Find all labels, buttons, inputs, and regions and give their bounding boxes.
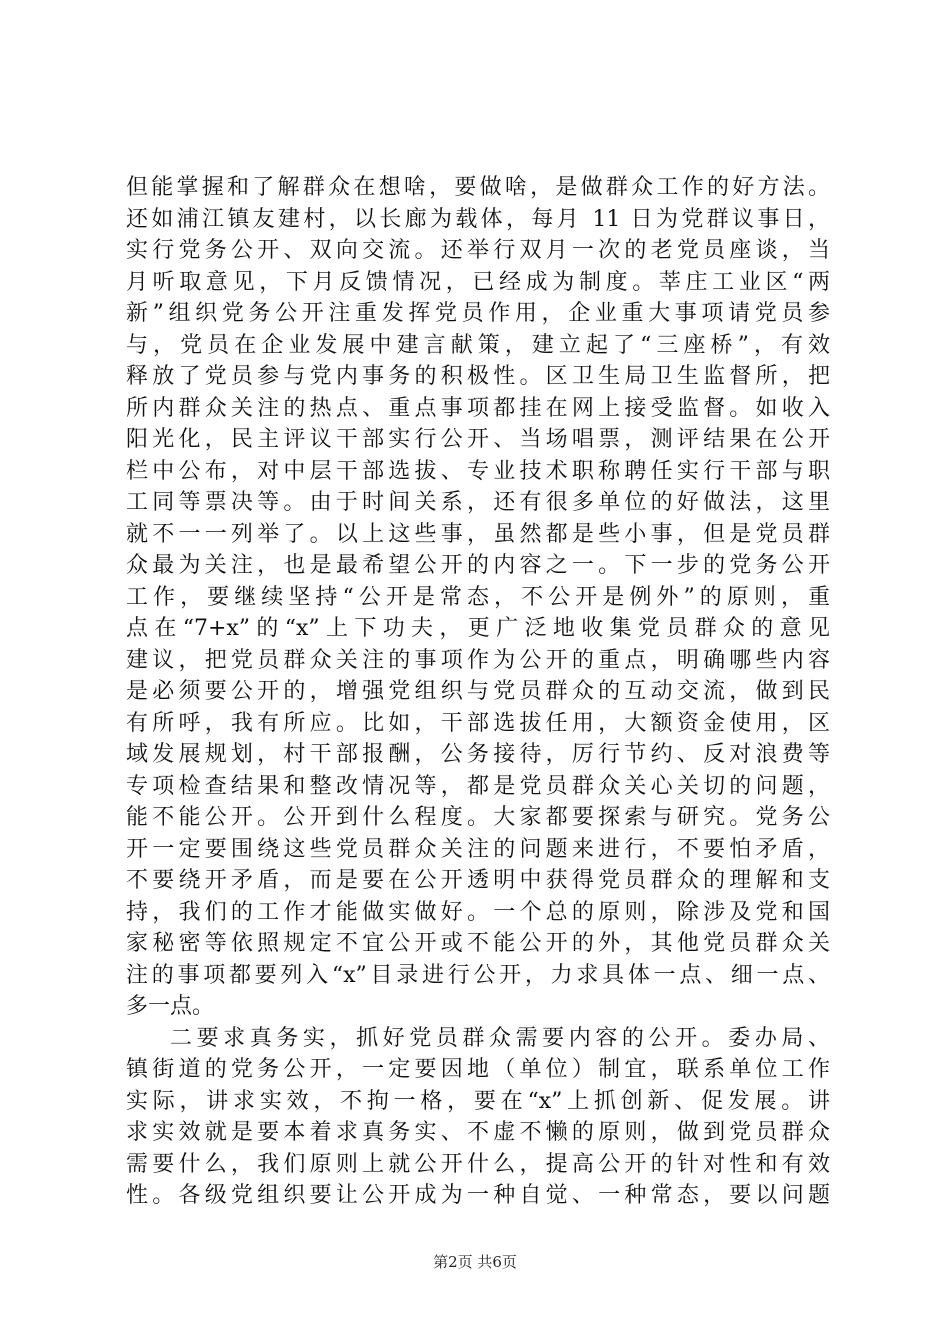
- text-line: 注的事项都要列入“x”目录进行公开，力求具体一点、细一点、: [126, 962, 830, 988]
- text-line: 是必须要公开的，增强党组织与党员群众的互动交流，做到民: [126, 679, 830, 704]
- text-line: 实际，讲求实效，不拘一格，要在“x”上抓创新、促发展。讲: [126, 1088, 830, 1114]
- text-line: 镇街道的党务公开，一定要因地（单位）制宜，联系单位工作: [126, 1057, 830, 1082]
- text-line: 建议，把党员群众关注的事项作为公开的重点，明确哪些内容: [126, 647, 830, 673]
- text-line: 新”组织党务公开注重发挥党员作用，企业重大事项请党员参: [126, 301, 830, 326]
- text-line: 点在“7+x”的“x”上下功夫，更广泛地收集党员群众的意见: [126, 616, 830, 641]
- text-line: 月听取意见，下月反馈情况，已经成为制度。莘庄工业区“两: [126, 269, 830, 295]
- text-line: 实行党务公开、双向交流。还举行双月一次的老党员座谈，当: [126, 238, 830, 263]
- text-line: 不要绕开矛盾，而是要在公开透明中获得党员群众的理解和支: [126, 868, 830, 893]
- text-line: 求实效就是要本着求真务实、不虚不懒的原则，做到党员群众: [126, 1120, 830, 1145]
- text-line: 需要什么，我们原则上就公开什么，提高公开的针对性和有效: [126, 1151, 830, 1177]
- text-line: 专项检查结果和整改情况等，都是党员群众关心关切的问题，: [126, 773, 830, 799]
- text-line: 所内群众关注的热点、重点事项都挂在网上接受监督。如收入: [126, 395, 830, 421]
- text-line: 但能掌握和了解群众在想啥，要做啥，是做群众工作的好方法。: [126, 175, 830, 200]
- text-line: 持，我们的工作才能做实做好。一个总的原则，除涉及党和国: [126, 899, 830, 925]
- text-line: 域发展规划，村干部报酬，公务接待，厉行节约、反对浪费等: [126, 742, 830, 767]
- text-line: 开一定要围绕这些党员群众关注的问题来进行，不要怕矛盾，: [126, 836, 830, 862]
- text-line: 家秘密等依照规定不宜公开或不能公开的外，其他党员群众关: [126, 931, 830, 956]
- text-line: 阳光化，民主评议干部实行公开、当场唱票，测评结果在公开: [126, 427, 830, 452]
- paragraph-start-line: 二要求真务实，抓好党员群众需要内容的公开。委办局、: [170, 1025, 830, 1051]
- text-line: 就不一一列举了。以上这些事，虽然都是些小事，但是党员群: [126, 521, 830, 547]
- text-line: 能不能公开。公开到什么程度。大家都要探索与研究。党务公: [126, 805, 830, 830]
- text-line: 还如浦江镇友建村，以长廊为载体，每月 11 日为党群议事日，: [126, 206, 830, 232]
- text-line: 工同等票决等。由于时间关系，还有很多单位的好做法，这里: [126, 490, 830, 515]
- text-line: 有所呼，我有所应。比如，干部选拔任用，大额资金使用，区: [126, 710, 830, 736]
- text-line: 工作，要继续坚持“公开是常态，不公开是例外”的原则，重: [126, 584, 830, 610]
- text-line: 栏中公布，对中层干部选拔、专业技术职称聘任实行干部与职: [126, 458, 830, 484]
- body-text: [126, 172, 830, 1212]
- page-number-footer: 第2页 共6页: [433, 1253, 517, 1271]
- paragraph-end-line: 多一点。: [126, 994, 215, 1019]
- text-line: 众最为关注，也是最希望公开的内容之一。下一步的党务公开: [126, 553, 830, 578]
- text-line: 性。各级党组织要让公开成为一种自觉、一种常态，要以问题: [126, 1183, 830, 1208]
- text-line: 释放了党员参与党内事务的积极性。区卫生局卫生监督所，把: [126, 364, 830, 389]
- text-line: 与，党员在企业发展中建言献策，建立起了“三座桥”，有效: [126, 332, 830, 358]
